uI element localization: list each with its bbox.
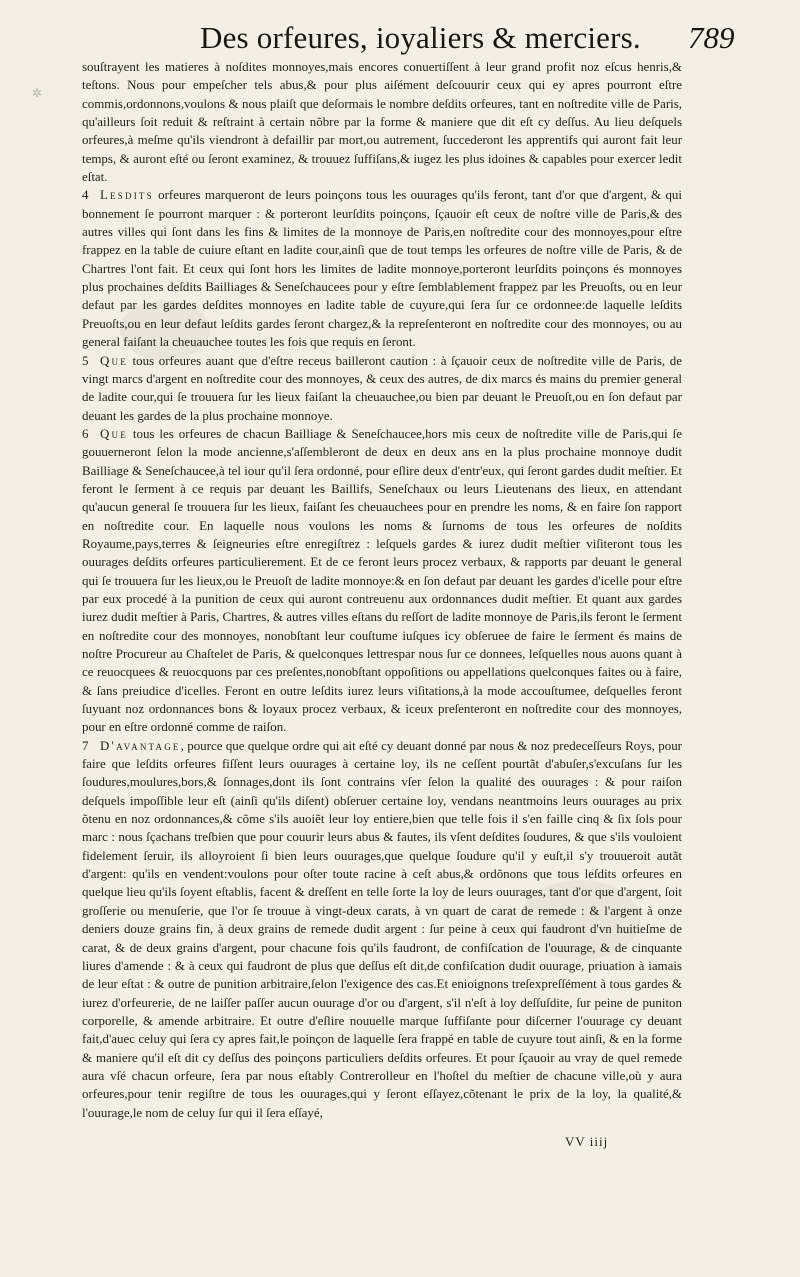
article-lead-word: Que — [100, 352, 128, 368]
article-5 — [82, 352, 682, 425]
article-text: orfeures marqueront de leurs poinçons tous les ouurages qu'ils feront, tant d'or que d'argent, & qui bonnement ſe pourront marquer : & porteront leurſdits poinçons, ſçauoir eſt ceux de noſtre ville de Paris,& des autres villes qui ſont dans les fins & limites de la monnoye de Paris,en noſtredite cour des monnoyes,pour eſtre frappez en la table de cuiure eſtant en ladite cour,ainſi que de tout temps les orfeures de noſtre ville de Paris, & de Chartres l'ont fait. Et ceux qui ſont hors les limites de ladite monnoye,porteront leurſdits poinçons és monnoyes plus prochaines deſdits Bailliages & Seneſchaucees pour y eſtre ſemblablement frappez par les Preuoſts, ou en leur defaut par les gardes deſdites monnoyes en ladite table de cuyure,qui ſera ſur ce ordonnee:de laquelle leſdits Preuoſts,ou en leur defaut leſdits gardes ſeront chargez,& la repreſenteront en noſtredite cour des monnoyes, ou au general faiſant la cheuauchee toutes les fois que requis en ſeront. — [82, 187, 682, 350]
article-number: 4 — [82, 187, 89, 203]
article-number: 6 — [82, 425, 89, 441]
article-6 — [82, 425, 682, 737]
body-text — [82, 58, 682, 1122]
page-number: 789 — [688, 20, 735, 55]
running-title: Des orfeures, ioyaliers & merciers. — [200, 20, 641, 55]
article-text: tous les orfeures de chacun Bailliage & Seneſchaucee,hors mis ceux de noſtredite ville de Paris,qui ſe gouuerneront ſelon la mode ancienne,s'aſſembleront de deux en deux ans en la plus prochaine monnoye dudit Bailliage & Seneſchaucee,à tel iour qu'il ſera ordonné, pour eſlire deux d'entr'eux, qui ſeront gardes dudit meſtier. Et feront le ſerment à ce requis par deuant les Baillifs, Seneſchaux ou leurs Lieutenans des lieux, en attendant qu'aucun general ſe trouuera ſur les lieux, faiſant ſes cheuauchees pour en prendre les noms, & en faire ſon rapport en noſtredite cour. En laquelle nous voulons les noms & ſurnoms de tous les orfeures de noſdits Royaume,pays,terres & ſeigneuries eſtre enregiſtrez : leſquels gardes & iurez dudit meſtier viſiteront tous les ouurages deſdits orfeures particulierement. Et de ce feront leurs procez verbaux, & rapports par deuant le general qui ſe trouuera ſur les lieux,ou le Preuoſt de ladite monnoye:& en ſon defaut par deuant les gardes d'icelle pour eſtre par eux procedé à la punition de ceux qui auront contreuenu aux ordonnances dudit meſtier. Et quant aux gardes iurez dudit meſtier à Paris, Chartres, & autres villes eſtans du reſſort de ladite monnoye de Paris,ils feront le ſerment en noſtredite cour des monnoyes, nonobſtant leur couſtume iuſques icy obſeruee de faire le ſerment és mains de noſtre Procureur au Chaſtelet de Paris, & quelconques lettrespar nous ſur ce donnees, leſquelles nous auons quant à ce reuocquees & reuocquons par ces preſentes,nonobſtant oppoſitions ou appellations quelconques faites ou à faire, & ſans preiudice d'icelles. Feront en outre leſdits iurez leurs viſitations,à la mode accouſtumee, deſquelles feront ſuyuant noz ordonnances bons & loyaux procez verbaux, & iceux preſenteront en noſtredite cour des monnoyes, pour en eſtre ordonné comme de raiſon. — [82, 425, 682, 735]
article-lead-word: Que — [100, 425, 128, 441]
article-lead-word: Lesdits — [100, 187, 154, 203]
article-number: 7 — [82, 737, 89, 753]
article-7 — [82, 737, 682, 1122]
article-number: 5 — [82, 352, 89, 368]
article-lead-word: D'avantage — [100, 737, 181, 753]
article-4 — [82, 186, 682, 351]
article-text: , pource que quelque ordre qui ait eſté cy deuant donné par nous & noz predeceſſeurs Roys, pour faire que leſdits orfeures fiſſent leurs ouurages à certaine loy, ils ne ceſſent pourtãt d'abuſer,s'excuſans ſur les ſoudures,moulures,bors,& ſonnages,dont ils ſont contrains vſer ſelon la qualité des ouurages : & pour raiſon deſquels impoſſible leur eſt (ainſi qu'ils diſent) obſeruer certaine loy, vendans neantmoins leurs ouurages au prix õtenu en noz ordonnances,& cõme s'ils auoiẽt leur loy entiere,bien que telle fois il s'en faille cinq & ſix ſols pour marc : nous ſçachans treſbien que pour couurir leurs abus & fautes, ils vſent deſdites ſoudures, & que s'ils vouloient fidelement ſeruir, ils alloyroient ſi bien leurs ouurages,que quelque ſoudure qu'il y euſt,il s'y trouueroit autãt d'argent: qu'ils en vendent:voulons pour oſter toute racine à ceſt abus,& ordõnons que tous leſdits orfeures en quelque lieu qu'ils ſoyent eſtablis, facent & dreſſent en telle ſorte la loy de leurs ouurages, tant d'or que d'argent, ſoit groſſerie ou menuſerie, que l'or ſe trouue à vingt-deux carats, à vn quart de carat de remede : & l'argent à onze deniers douze grains fin, à deux grains de remede dudit argent : ſur peine à ceux qui faudront d'vn huitieſme de carat, & de deux grains d'argent, pour chacune fois qu'ils faudront, de confiſcation de l'ouurage, & de cinquante liures d'amende : & à ceux qui faudront de plus que deſſus eſt dit,de confiſcation dudit ouurage, priuation à iamais de leur eſtat : & outre de punition arbitraire,ſelon l'exigence des cas.Et enioignons treſexpreſſément à tous gardes & iurez d'orfeurerie, de ne laiſſer paſſer aucun ouurage d'or ou d'argent, s'il n'eſt à loy deſſuſdite, ſur peine de puniton corporelle, & amende arbitraire. Et outre d'eſlire nouuelle marque ſuffiſante pour diſcerner l'ouurage cy deuant fait,d'auec celuy qui ſera cy apres fait,le poinçon de laquelle ſera frappé en table de cuyure tout ainſi, & en la forme & maniere qu'il eſt dit cy deſſus des poinçons particuliers deſdits orfeures. Et pour ſçauoir au vray de quel remede aura vſé chacun orfeure, ſera par nous eſtably Contrerolleur en l'hoſtel du meſtier de chacune ville,où y aura orfeures,pour tenir regiſtre de tous les ouurages,qui y ſeront eſſayez,cõtenant le prix de la loy, la qualité,& l'ouurage,le nom de celuy ſur qui il ſera eſſayé, — [82, 737, 682, 1120]
paragraph-continued: souſtrayent les matieres à noſdites monnoyes,mais encores conuertiſſent à leur grand profit noz eſcus henris,& teſtons. Nous pour empeſcher tels abus,& pour plus aiſément deſcouurir ceux qui ey apres pourront eſtre commis,ordonnons,voulons & nous plaiſt que deſormais le nombre deſdits orfeures, tant en noſtredite ville de Paris, qu'ailleurs ſoit reduit & reſtraint à certain nõbre par la forme & maniere que dit eſt cy deſſus. Au lieu deſquels orfeures,à meſme qu'ils viendront à defaillir par mort,ou autrement, ſuccederont les apprentifs qui auront fait leur temps, & auront eſté ou ſeront examinez, & trouuez ſuffiſans,& iugez les plus idoines & capables pour exercer ledit eſtat. — [82, 59, 682, 185]
margin-ornament-icon: ✲ — [31, 86, 43, 100]
article-text: tous orfeures auant que d'eſtre receus bailleront caution : à ſçauoir ceux de noſtredite ville de Paris, de vingt marcs d'argent en noſtredite cour des monnoyes, & ceux des autres, de dix marcs és mains du premier general de ladite cour,qui ſe trouuera ſur les lieux faiſant la cheuauchee,ou bien par deuant le Preuoſt,ou en ſon defaut par deuant les gardes de la plus prochaine monnoye. — [82, 352, 682, 423]
signature-mark: VV iiij — [565, 1134, 609, 1149]
